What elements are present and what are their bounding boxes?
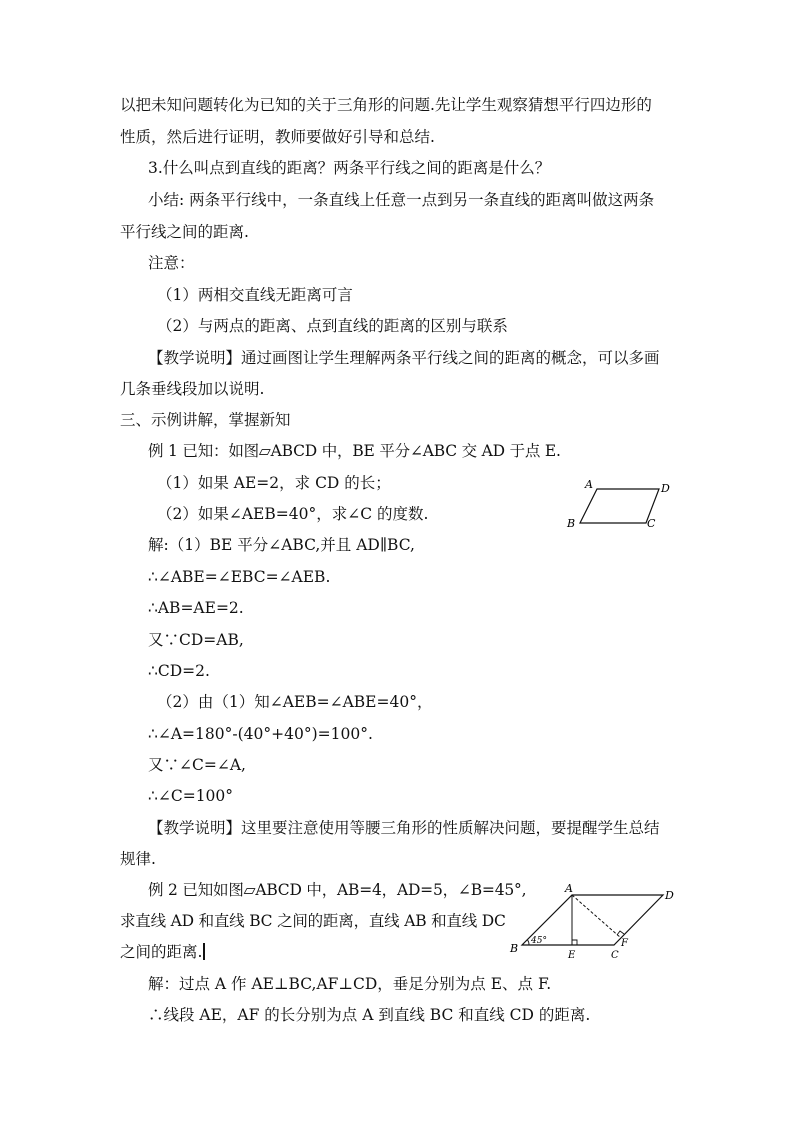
example-1-part-1: （1）如果 AE=2，求 CD 的长； bbox=[157, 474, 391, 492]
label-d-2: D bbox=[665, 889, 674, 902]
teaching-note-1-line-1: 【教学说明】通过画图让学生理解两条平行线之间的距离的概念，可以多画 bbox=[148, 349, 660, 367]
example-2-solution-2: ∴线段 AE，AF 的长分别为点 A 到直线 BC 和直线 CD 的距离. bbox=[148, 1006, 591, 1024]
label-a-2: A bbox=[565, 882, 573, 895]
solution-step-7: ∴∠A=180°-(40°+40°)=100°. bbox=[148, 725, 373, 743]
example-1-part-2: （2）如果∠AEB=40°，求∠C 的度数. bbox=[157, 505, 429, 523]
paragraph-line-1: 以把未知问题转化为已知的关于三角形的问题.先让学生观察猜想平行四边形的 bbox=[120, 96, 652, 114]
right-angle-mark-e bbox=[572, 940, 577, 945]
solution-step-4: 又∵CD=AB, bbox=[148, 631, 244, 649]
example-2-solution-1: 解：过点 A 作 AE⊥BC,AF⊥CD，垂足分别为点 E、点 F. bbox=[148, 975, 552, 993]
example-2-line-3 bbox=[120, 942, 205, 962]
angle-label-45: 45° bbox=[531, 936, 547, 946]
label-c-2: C bbox=[611, 950, 619, 961]
example-2-line-2: 求直线 AD 和直线 BC 之间的距离，直线 AB 和直线 DC bbox=[120, 912, 506, 930]
example-2-line-1: 例 2 已知如图▱ABCD 中，AB=4，AD=5，∠B=45°, bbox=[148, 881, 527, 899]
question-3: 3.什么叫点到直线的距离？两条平行线之间的距离是什么？ bbox=[148, 159, 551, 177]
teaching-note-1-line-2: 几条垂线段加以说明. bbox=[120, 380, 265, 398]
altitude-af bbox=[572, 895, 621, 938]
label-b: B bbox=[567, 517, 576, 530]
section-heading: 三、示例讲解，掌握新知 bbox=[120, 411, 291, 429]
solution-step-1: 解:（1）BE 平分∠ABC,并且 AD∥BC, bbox=[148, 536, 415, 554]
right-angle-mark-f bbox=[617, 931, 624, 935]
paragraph-line-2: 性质，然后进行证明，教师要做好引导和总结. bbox=[120, 128, 435, 146]
label-b-2: B bbox=[510, 942, 519, 955]
summary-line-2: 平行线之间的距离. bbox=[120, 223, 249, 241]
text-cursor bbox=[203, 943, 205, 960]
label-f-2: F bbox=[621, 938, 628, 949]
solution-step-8: 又∵∠C=∠A, bbox=[148, 756, 246, 774]
parallelogram-figure-1 bbox=[562, 476, 682, 532]
example-2-line-3-text: 之间的距离. bbox=[120, 943, 203, 961]
teaching-note-2-line-1: 【教学说明】这里要注意使用等腰三角形的性质解决问题，要提醒学生总结 bbox=[148, 819, 660, 837]
note-item-1: （1）两相交直线无距离可言 bbox=[157, 286, 353, 304]
parallelogram-figure-2 bbox=[505, 880, 685, 962]
note-item-2: （2）与两点的距离、点到直线的距离的区别与联系 bbox=[157, 317, 508, 335]
label-d: D bbox=[661, 482, 670, 495]
solution-step-5: ∴CD=2. bbox=[148, 662, 210, 680]
solution-step-3: ∴AB=AE=2. bbox=[148, 599, 244, 617]
label-a: A bbox=[585, 478, 593, 491]
label-e-2: E bbox=[568, 950, 576, 961]
example-1-statement: 例 1 已知：如图▱ABCD 中，BE 平分∠ABC 交 AD 于点 E. bbox=[148, 442, 561, 460]
summary-line-1: 小结: 两条平行线中，一条直线上任意一点到另一条直线的距离叫做这两条 bbox=[148, 191, 655, 209]
teaching-note-2-line-2: 规律. bbox=[120, 850, 156, 868]
note-heading: 注意： bbox=[148, 254, 195, 272]
label-c: C bbox=[647, 517, 656, 530]
solution-step-9: ∴∠C=100° bbox=[148, 787, 234, 805]
solution-step-2: ∴∠ABE=∠EBC=∠AEB. bbox=[148, 568, 331, 586]
angle-b-arc bbox=[528, 940, 529, 945]
solution-step-6: （2）由（1）知∠AEB=∠ABE=40°， bbox=[157, 693, 433, 711]
